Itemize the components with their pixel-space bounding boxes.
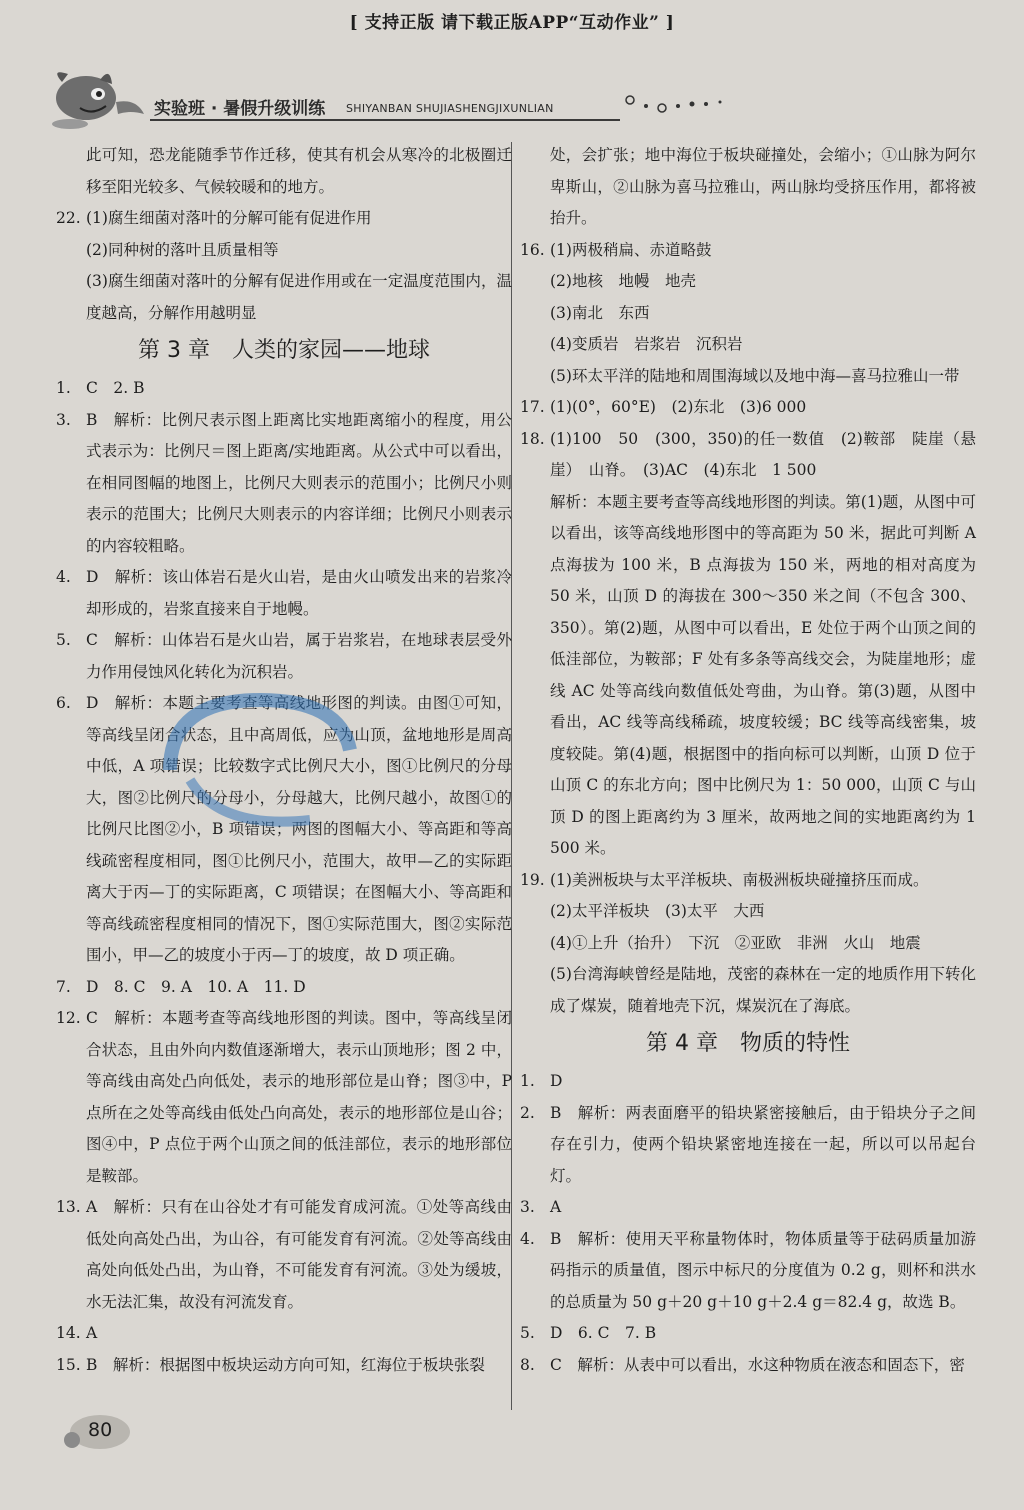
answer-number: 1. bbox=[56, 379, 71, 397]
answer-15 bbox=[56, 1350, 512, 1382]
answer-16 bbox=[520, 235, 976, 267]
answer-text: C 2. B bbox=[86, 379, 145, 397]
answer-22 bbox=[56, 203, 512, 235]
answer-text: A bbox=[86, 1324, 98, 1342]
continued-text: 此可知，恐龙能随季节作迁移，使其有机会从寒冷的北极圈迁移至阳光较多、气候较暖和的地方。 bbox=[86, 146, 512, 196]
answer-7 bbox=[56, 972, 512, 1004]
answer-number: 22. bbox=[56, 209, 81, 227]
answer-sub: (2)地核 地幔 地壳 bbox=[550, 272, 696, 290]
answer-number: 7. bbox=[56, 977, 71, 996]
answer-number: 12. bbox=[56, 1009, 81, 1027]
answer-number: 3. bbox=[520, 1198, 535, 1216]
brand-title-en: SHIYANBAN SHUJIASHENGJIXUNLIAN bbox=[346, 102, 554, 115]
answer-text: D 解析：该山体岩石是火山岩，是由火山喷发出来的岩浆冷却形成的，岩浆直接来自于地幔。 bbox=[86, 568, 512, 618]
answer-text: (1)两极稍扁、赤道略鼓 bbox=[550, 240, 712, 259]
answer-sub: (4)变质岩 岩浆岩 沉积岩 bbox=[550, 335, 743, 353]
continued-text: 处，会扩张；地中海位于板块碰撞处，会缩小；①山脉为阿尔卑斯山，②山脉为喜马拉雅山，两山脉均受挤压作用，都将被抬升。 bbox=[550, 146, 976, 227]
page-header bbox=[40, 62, 740, 132]
answer-number: 17. bbox=[520, 398, 545, 416]
answer-number: 15. bbox=[56, 1355, 81, 1374]
answer-number: 4. bbox=[56, 568, 71, 586]
answer-p1 bbox=[520, 1066, 976, 1098]
brand-title-cn: 实验班 · 暑假升级训练 bbox=[154, 99, 326, 119]
answer-4 bbox=[56, 562, 512, 625]
answer-text: (1)(0°，60°E) (2)东北 (3)6 000 bbox=[550, 398, 807, 416]
left-column bbox=[56, 140, 512, 1381]
answer-sub: (2)同种树的落叶且质量相等 bbox=[86, 240, 279, 259]
decorative-dots-icon bbox=[622, 92, 732, 116]
answer-analysis: 解析：本题主要考查等高线地形图的判读。第(1)题，从图中可以看出，该等高线地形图中的等高距为 50 米，据此可判断 A 点海拔为 100 米，B 点海拔为 150 米，两地的相对高度为 50 米，山顶 D 的海拔在 300～350 米之间（不包含 300、350）。第(2)题，从图中可以看出，E 处位于两个山顶之间的低洼部位，为鞍部；F 处有多条等高线交会，为陡崖地形；虚线 AC 处等高线向数值低处弯曲，为山脊。第(3)题，从图中看出，AC 线等高线稀疏，坡度较缓；BC 线等高线密集，坡度较陡。第(4)题，根据图中的指向标可以判断，山顶 D 位于山顶 C 的东北方向；图中比例尺为 1：50 000，山顶 C 与山顶 D 的图上距离约为 3 厘米，故两地之间的实地距离约为 1 500 米。 bbox=[550, 492, 976, 857]
answer-13 bbox=[56, 1192, 512, 1318]
header-rule bbox=[150, 119, 620, 121]
answer-number: 16. bbox=[520, 240, 545, 259]
answer-text: (1)腐生细菌对落叶的分解可能有促进作用 bbox=[86, 209, 372, 227]
answer-6 bbox=[56, 688, 512, 972]
answer-number: 5. bbox=[56, 631, 71, 649]
answer-3 bbox=[56, 405, 512, 563]
answer-text: (1)美洲板块与太平洋板块、南极洲板块碰撞挤压而成。 bbox=[550, 870, 929, 889]
answer-text: D 6. C 7. B bbox=[550, 1324, 657, 1342]
answer-number: 3. bbox=[56, 410, 71, 429]
answer-text: B 解析：比例尺表示图上距离比实地距离缩小的程度，用公式表示为：比例尺＝图上距离/实地距离。从公式中可以看出，在相同图幅的地图上，比例尺大则表示的范围小；比例尺小则表示的范围大；比例尺大则表示的内容详细；比例尺小则表示的内容较粗略。 bbox=[86, 410, 512, 555]
answer-sub: (5)台湾海峡曾经是陆地，茂密的森林在一定的地质作用下转化成了煤炭，随着地壳下沉，煤炭沉在了海底。 bbox=[550, 965, 976, 1015]
answer-sub: (3)南北 东西 bbox=[550, 303, 650, 322]
answer-sub: (4)①上升（抬升） 下沉 ②亚欧 非洲 火山 地震 bbox=[550, 933, 921, 952]
answer-number: 18. bbox=[520, 429, 545, 448]
answer-number: 5. bbox=[520, 1324, 535, 1342]
answer-p8 bbox=[520, 1350, 976, 1382]
answer-sub: (5)环太平洋的陆地和周围海域以及地中海—喜马拉雅山一带 bbox=[550, 366, 960, 385]
answer-p5 bbox=[520, 1318, 976, 1350]
answer-14 bbox=[56, 1318, 512, 1350]
answer-sub: (3)腐生细菌对落叶的分解有促进作用或在一定温度范围内，温度越高，分解作用越明显 bbox=[86, 272, 512, 322]
answer-5 bbox=[56, 625, 512, 688]
answer-p4 bbox=[520, 1224, 976, 1319]
top-banner: [ 支持正版 请下载正版APP“互动作业” ] bbox=[349, 13, 675, 33]
answer-text: B 解析：使用天平称量物体时，物体质量等于砝码质量加游码指示的质量值，图示中标尺的分度值为 0.2 g，则杯和洪水的总质量为 50 g＋20 g＋10 g＋2.4 g＝82.4 g，故选 B。 bbox=[550, 1229, 976, 1311]
answer-text: A 解析：只有在山谷处才有可能发育成河流。①处等高线由低处向高处凸出，为山谷，有可能发育有河流。②处等高线由高处向低处凸出，为山脊，不可能发育有河流。③处为缓坡，水无法汇集，故没有河流发育。 bbox=[86, 1198, 512, 1311]
right-column bbox=[520, 140, 976, 1381]
answer-sub: (2)太平洋板块 (3)太平 大西 bbox=[550, 902, 765, 920]
answer-text: C 解析：山体岩石是火山岩，属于岩浆岩，在地球表层受外力作用侵蚀风化转化为沉积岩。 bbox=[86, 631, 512, 681]
chapter-4-heading: 第 4 章 物质的特性 bbox=[646, 1031, 850, 1056]
answer-1 bbox=[56, 373, 512, 405]
answer-number: 13. bbox=[56, 1198, 81, 1216]
answer-number: 8. bbox=[520, 1355, 535, 1374]
answer-text: D 解析：本题主要考查等高线地形图的判读。由图①可知，等高线呈闭合状态，且中高周低，应为山顶，盆地地形是周高中低，A 项错误；比较数字式比例尺大小，图①比例尺的分母大，图②比例尺的分母小，分母越大，比例尺越小，故图①的比例尺比图②小，B 项错误；两图的图幅大小、等高距和等高线疏密程度相同，图①比例尺小，范围大，故甲—乙的实际距离大于丙—丁的实际距离，C 项错误；在图幅大小、等高距和等高线疏密程度相同的情况下，图①实际范围大，图②实际范围小，甲—乙的坡度小于丙—丁的坡度，故 D 项正确。 bbox=[86, 694, 512, 964]
answer-12 bbox=[56, 1003, 512, 1192]
answer-text: C 解析：从表中可以看出，水这种物质在液态和固态下，密 bbox=[550, 1355, 965, 1374]
answer-number: 1. bbox=[520, 1072, 535, 1090]
answer-number: 2. bbox=[520, 1103, 535, 1122]
answer-p2 bbox=[520, 1098, 976, 1193]
answer-number: 19. bbox=[520, 870, 545, 889]
page-number: 80 bbox=[88, 1419, 113, 1441]
answer-text: (1)100 50 (300，350)的任一数值 (2)鞍部 陡崖（悬崖） 山脊。 (3)AC (4)东北 1 500 bbox=[550, 429, 976, 479]
answer-17 bbox=[520, 392, 976, 424]
chapter-3-heading: 第 3 章 人类的家园——地球 bbox=[138, 338, 430, 363]
answer-number: 6. bbox=[56, 694, 71, 712]
answer-text: D 8. C 9. A 10. A 11. D bbox=[86, 977, 306, 996]
answer-p3 bbox=[520, 1192, 976, 1224]
answer-text: B 解析：根据图中板块运动方向可知，红海位于板块张裂 bbox=[86, 1355, 485, 1374]
answer-text: A bbox=[550, 1198, 562, 1216]
dolphin-mascot-icon bbox=[40, 62, 150, 134]
answer-18 bbox=[520, 424, 976, 487]
answer-text: C 解析：本题考查等高线地形图的判读。图中，等高线呈闭合状态，且由外向内数值逐渐增大，表示山顶地形；图 2 中，等高线由高处凸向低处，表示的地形部位是山脊；图③中，P 点所在之处等高线由低处凸向高处，表示的地形部位是山谷；图④中，P 点位于两个山顶之间的低洼部位，表示的地形部位是鞍部。 bbox=[86, 1009, 512, 1185]
page-number-badge bbox=[60, 1412, 132, 1452]
answer-number: 4. bbox=[520, 1229, 535, 1248]
answer-19 bbox=[520, 865, 976, 897]
answer-text: D bbox=[550, 1072, 563, 1090]
answer-text: B 解析：两表面磨平的铅块紧密接触后，由于铅块分子之间存在引力，使两个铅块紧密地连接在一起，所以可以吊起台灯。 bbox=[550, 1103, 976, 1185]
answer-number: 14. bbox=[56, 1324, 81, 1342]
